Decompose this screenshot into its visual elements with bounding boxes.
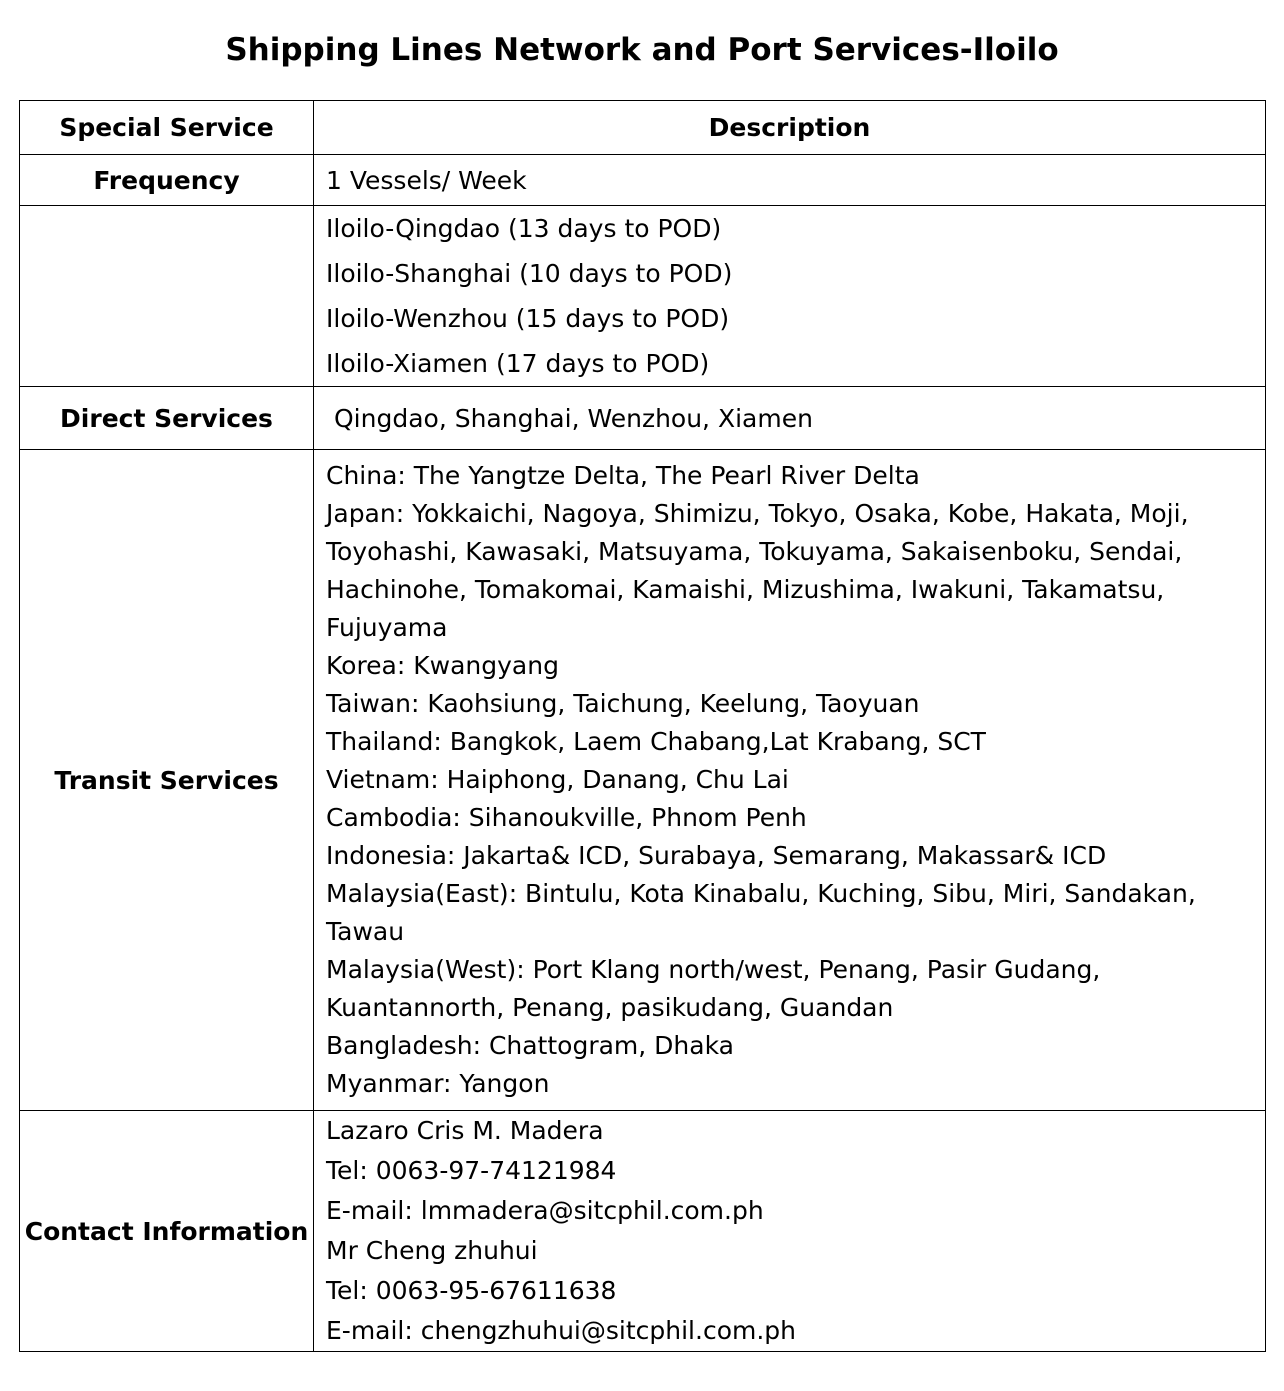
transit-line: Indonesia: Jakarta& ICD, Surabaya, Semarang, Makassar& ICD: [326, 841, 1107, 870]
contact-phone: Tel: 0063-97-74121984: [326, 1156, 617, 1185]
transit-line: Malaysia(West): Port Klang north/west, Penang, Pasir Gudang,: [326, 955, 1101, 984]
header-description: Description: [314, 101, 1266, 155]
transit-services-row: [20, 450, 1266, 1111]
route-item: Iloilo-Qingdao (13 days to POD): [326, 214, 722, 243]
direct-services-label: Direct Services: [20, 387, 314, 450]
routes-list: [314, 206, 1266, 387]
frequency-row: [20, 155, 1266, 206]
route-item: Iloilo-Xiamen (17 days to POD): [326, 349, 710, 378]
transit-line: Malaysia(East): Bintulu, Kota Kinabalu, Kuching, Sibu, Miri, Sandakan,: [326, 879, 1196, 908]
contact-email[interactable]: E-mail: lmmadera@sitcphil.com.ph: [326, 1196, 764, 1225]
transit-services-list: [314, 450, 1266, 1111]
transit-line: Taiwan: Kaohsiung, Taichung, Keelung, Taoyuan: [326, 689, 920, 718]
transit-line: Japan: Yokkaichi, Nagoya, Shimizu, Tokyo, Osaka, Kobe, Hakata, Moji,: [326, 499, 1189, 528]
routes-label: [20, 206, 314, 387]
contact-name: Mr Cheng zhuhui: [326, 1236, 538, 1265]
transit-line: Myanmar: Yangon: [326, 1069, 550, 1098]
header-special-service: Special Service: [20, 101, 314, 155]
transit-line: Thailand: Bangkok, Laem Chabang,Lat Krabang, SCT: [326, 727, 986, 756]
contact-row: [20, 1111, 1266, 1352]
contact-email[interactable]: E-mail: chengzhuhui@sitcphil.com.ph: [326, 1316, 797, 1345]
transit-line: Cambodia: Sihanoukville, Phnom Penh: [326, 803, 807, 832]
transit-line: Korea: Kwangyang: [326, 651, 559, 680]
routes-row: [20, 206, 1266, 387]
transit-line: Kuantannorth, Penang, pasikudang, Guandan: [326, 993, 894, 1022]
transit-line: China: The Yangtze Delta, The Pearl River Delta: [326, 461, 920, 490]
page-title: Shipping Lines Network and Port Services-Iloilo: [225, 32, 1059, 68]
transit-services-label: Transit Services: [20, 450, 314, 1111]
contact-phone: Tel: 0063-95-67611638: [326, 1276, 617, 1305]
services-table: [19, 100, 1266, 1352]
transit-line: Vietnam: Haiphong, Danang, Chu Lai: [326, 765, 789, 794]
transit-line: Fujuyama: [326, 613, 448, 642]
route-item: Iloilo-Shanghai (10 days to POD): [326, 259, 733, 288]
contact-label: Contact Information: [20, 1111, 314, 1352]
transit-line: Toyohashi, Kawasaki, Matsuyama, Tokuyama, Sakaisenboku, Sendai,: [326, 537, 1183, 566]
direct-services-row: [20, 387, 1266, 450]
frequency-value: 1 Vessels/ Week: [314, 155, 1266, 206]
transit-line: Hachinohe, Tomakomai, Kamaishi, Mizushima, Iwakuni, Takamatsu,: [326, 575, 1165, 604]
frequency-label: Frequency: [20, 155, 314, 206]
direct-services-value: Qingdao, Shanghai, Wenzhou, Xiamen: [314, 387, 1266, 450]
contact-name: Lazaro Cris M. Madera: [326, 1116, 604, 1145]
transit-line: Bangladesh: Chattogram, Dhaka: [326, 1031, 734, 1060]
route-item: Iloilo-Wenzhou (15 days to POD): [326, 304, 730, 333]
contact-list: [314, 1111, 1266, 1352]
header-row: [20, 101, 1266, 155]
transit-line: Tawau: [326, 917, 405, 946]
